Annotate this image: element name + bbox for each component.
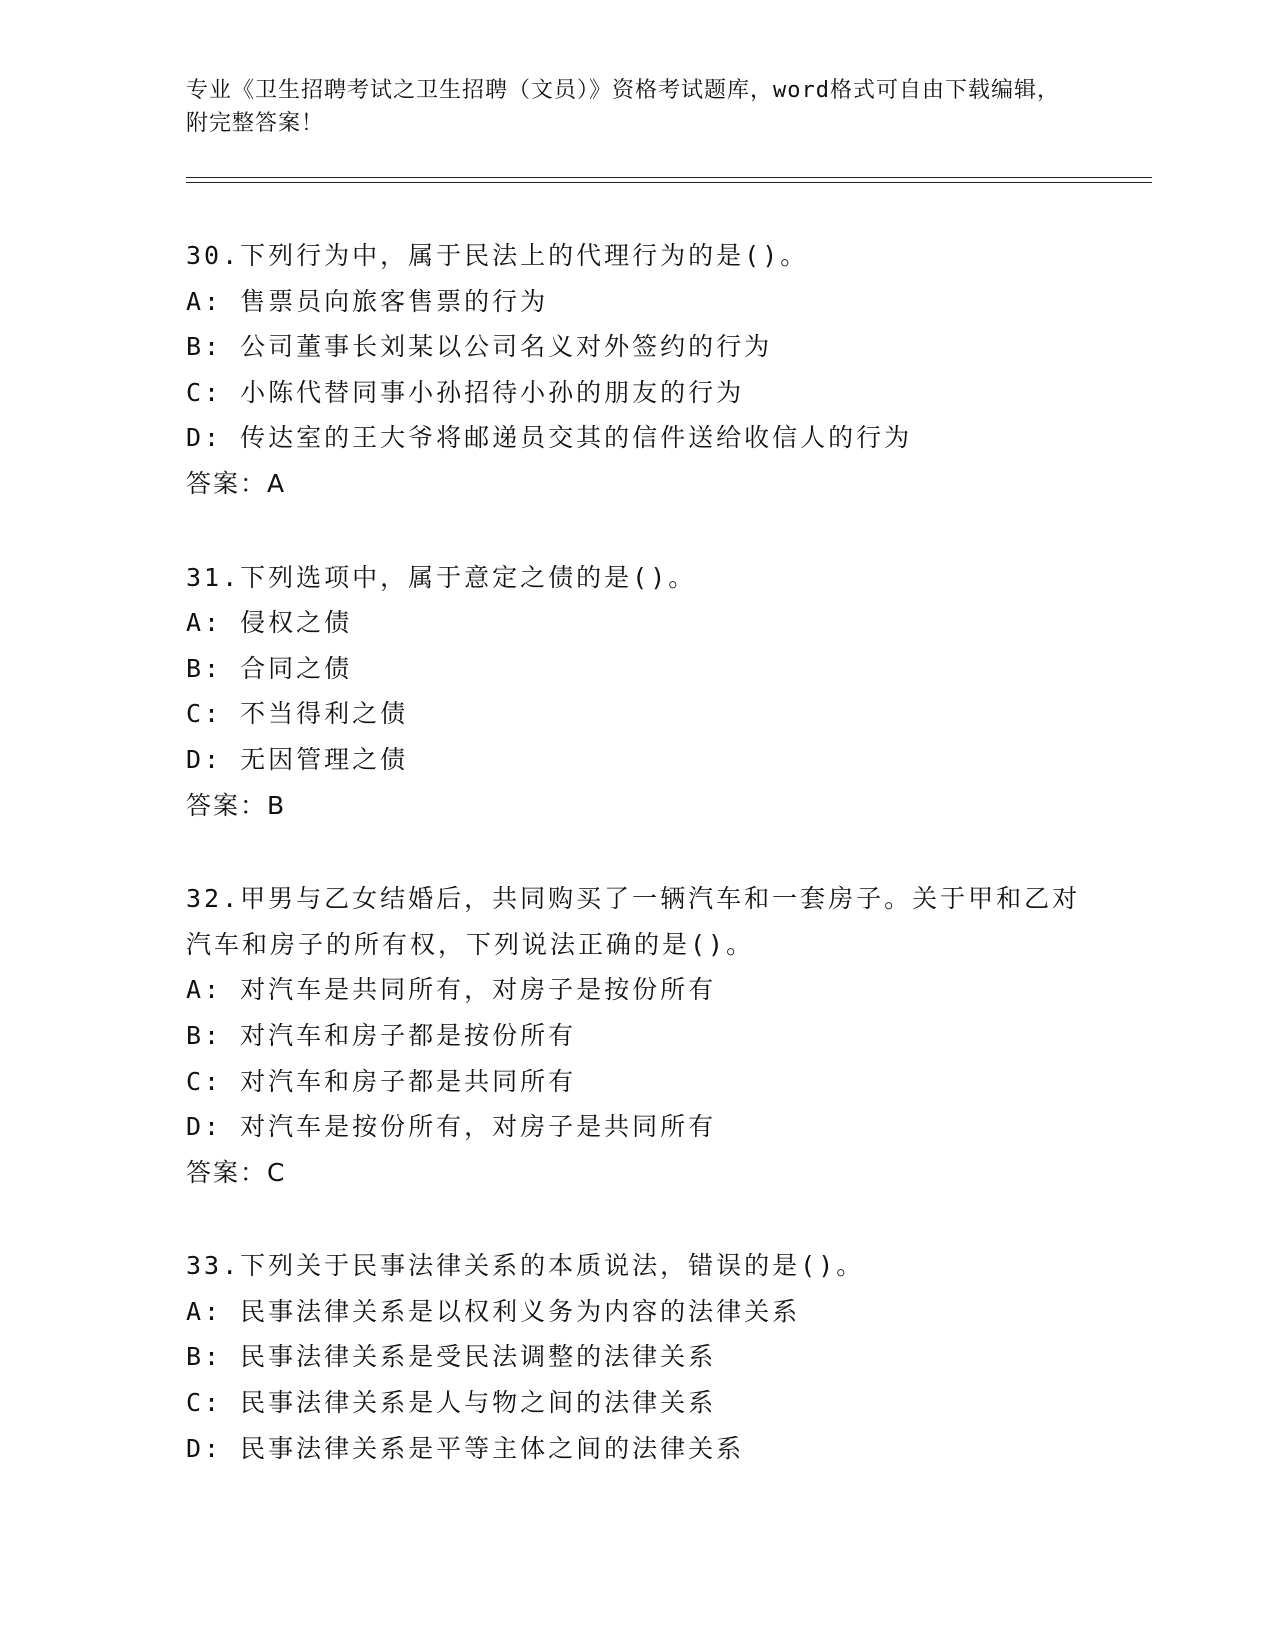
answer-line: 答案：C [186,1157,287,1187]
question-item [186,233,1146,507]
question-stem: 33.下列关于民事法律关系的本质说法，错误的是()。 [186,1251,865,1281]
answer-line: 答案：A [186,468,287,498]
question-item [186,555,1146,829]
option-d: D: 对汽车是按份所有，对房子是共同所有 [186,1112,717,1142]
option-b: B: 对汽车和房子都是按份所有 [186,1020,577,1050]
document-header: 专业《卫生招聘考试之卫生招聘（文员）》资格考试题库，word格式可自由下载编辑，附完整答案！ [186,78,1060,136]
question-list [186,233,1146,1519]
question-stem: 30.下列行为中，属于民法上的代理行为的是()。 [186,241,809,270]
option-d: D: 无因管理之债 [186,744,409,774]
question-item [186,876,1146,1195]
question-stem: 32.甲男与乙女结婚后，共同购买了一辆汽车和一套房子。关于甲和乙对汽车和房子的所有权，下列说法正确的是()。 [186,884,1081,959]
option-b: B: 民事法律关系是受民法调整的法律关系 [186,1342,717,1372]
option-a: A: 民事法律关系是以权利义务为内容的法律关系 [186,1296,801,1326]
option-a: A: 对汽车是共同所有，对房子是按份所有 [186,975,717,1005]
option-a: A: 侵权之债 [186,608,353,638]
option-b: B: 合同之债 [186,653,353,683]
answer-line: 答案：B [186,790,287,820]
option-d: D: 民事法律关系是平等主体之间的法律关系 [186,1433,745,1463]
option-c: C: 对汽车和房子都是共同所有 [186,1066,577,1096]
question-stem: 31.下列选项中，属于意定之债的是()。 [186,562,697,592]
option-a: A: 售票员向旅客售票的行为 [186,286,549,316]
option-c: C: 不当得利之债 [186,699,409,729]
option-c: C: 小陈代替同事小孙招待小孙的朋友的行为 [186,377,745,407]
option-c: C: 民事法律关系是人与物之间的法律关系 [186,1388,717,1418]
question-item [186,1243,1146,1471]
option-b: B: 公司董事长刘某以公司名义对外签约的行为 [186,332,773,362]
header-divider-top [186,177,1152,178]
header-divider-bottom [186,182,1152,183]
option-d: D: 传达室的王大爷将邮递员交其的信件送给收信人的行为 [186,423,913,453]
